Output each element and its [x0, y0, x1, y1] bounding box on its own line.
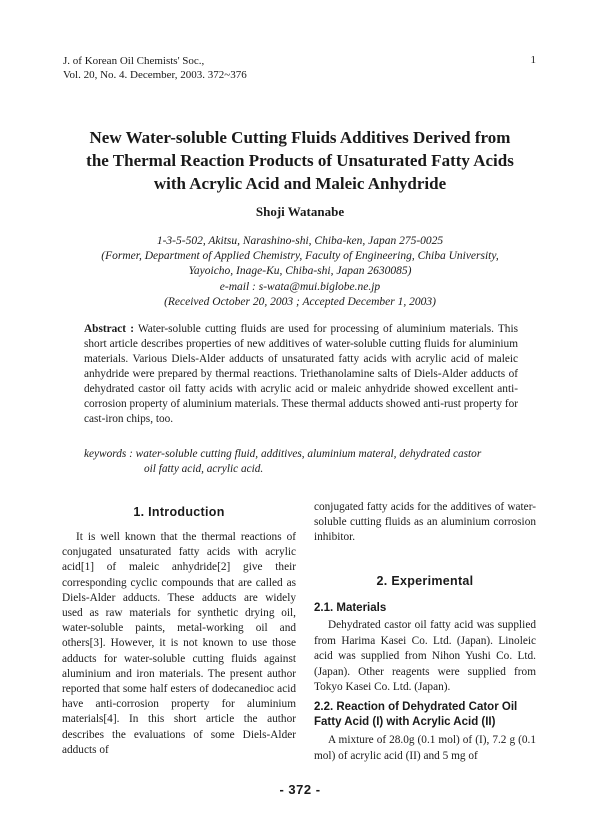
- abstract: [84, 322, 518, 427]
- author-name: Shoji Watanabe: [255, 204, 345, 219]
- introduction-column: [62, 530, 296, 758]
- introduction-paragraph: It is well known that the thermal reactions of conjugated unsaturated fatty acids with acrylic acid[1] of maleic anhydride[2] give their corresponding cyclic compounds that are called as Diels-Alder adducts. These adducts are widely used as raw materials for synthetic drying oil, water-soluble paints, metal-working oil and others[3]. However, it is not known to use those adducts for water-soluble cutting fluids against aluminium and iron materials. The present author reported that some half esters of dodecanedioc acid have anti-corrosion property for aluminium materials[4]. In this short article the author describes the evaluations of some Diels-Alder adducts of: [62, 531, 296, 756]
- keywords-line-2: oil fatty acid, acrylic acid.: [144, 463, 264, 475]
- reaction-paragraph: [314, 733, 536, 764]
- keywords: [84, 447, 481, 477]
- journal-citation: [63, 54, 247, 82]
- affiliation-line-1: 1-3-5-502, Akitsu, Narashino-shi, Chiba-ken, Japan 275-0025: [156, 235, 444, 247]
- materials-text: Dehydrated castor oil fatty acid was supplied from Harima Kasei Co. Ltd. (Japan). Linoleic acid was supplied from Nihon Yushi Co. Ltd. (Japan). Other reagents were supplied from Tokyo Kasei Co. Ltd. (Japan).: [314, 619, 536, 694]
- reaction-heading: 2.2. Reaction of Dehydrated Cator Oil Fatty Acid (I) with Acrylic Acid (II): [314, 701, 518, 728]
- journal-line-2: Vol. 20, No. 4. December, 2003. 372~376: [63, 69, 247, 81]
- keywords-line-1: water-soluble cutting fluid, additives, aluminium materal, dehydrated castor: [135, 448, 482, 460]
- title-line-3: with Acrylic Acid and Maleic Anhydride: [153, 174, 447, 193]
- affiliation-line-3: Yayoicho, Inage-Ku, Chiba-shi, Japan 2630085): [188, 265, 412, 278]
- paper-title: [40, 126, 560, 195]
- materials-heading: 2.1. Materials: [314, 602, 387, 614]
- reaction-text: A mixture of 28.0g (0.1 mol) of (I), 7.2 g (0.1 mol) of acrylic acid (II) and 5 mg of: [314, 734, 536, 762]
- page-corner-number: 1: [530, 54, 536, 66]
- experimental-heading: 2. Experimental: [376, 574, 474, 588]
- right-column-top: [314, 500, 536, 546]
- introduction-continuation: conjugated fatty acids for the additives of water-soluble cutting fluids as an aluminium corrosion inhibitor.: [314, 501, 536, 544]
- affiliation-block: [40, 234, 560, 310]
- affiliation-line-2: (Former, Department of Applied Chemistry, Faculty of Engineering, Chiba University,: [101, 250, 499, 263]
- received-dates: (Received October 20, 2003 ; Accepted December 1, 2003): [164, 295, 436, 308]
- email-line: e-mail : s-wata@mui.biglobe.ne.jp: [219, 280, 381, 293]
- page-number: - 372 -: [279, 782, 321, 797]
- materials-paragraph: [314, 618, 536, 696]
- keywords-label: keywords :: [84, 448, 133, 460]
- abstract-text: Water-soluble cutting fluids are used for processing of aluminium materials. This short article describes properties of new additives of water-soluble cutting fluids for aluminium materials. Various Diels-Alder adducts of unsaturated fatty acids with acrylic acid of maleic anhydride were prepared by thermal reactions. Triethanolamine salts of Diels-Alder adducts of dehydrated castor oil fatty acids with acrylic acid or maleic anhydride showed excellent anti-corrosion property of aluminium materials. These thermal adducts showed anti-rust property for cast-iron chips, too.: [84, 323, 518, 425]
- title-line-2: the Thermal Reaction Products of Unsaturated Fatty Acids: [86, 151, 514, 170]
- abstract-label: Abstract :: [84, 323, 134, 335]
- title-line-1: New Water-soluble Cutting Fluids Additives Derived from: [89, 128, 511, 147]
- introduction-heading: 1. Introduction: [133, 505, 225, 519]
- journal-line-1: J. of Korean Oil Chemists' Soc.,: [63, 55, 205, 67]
